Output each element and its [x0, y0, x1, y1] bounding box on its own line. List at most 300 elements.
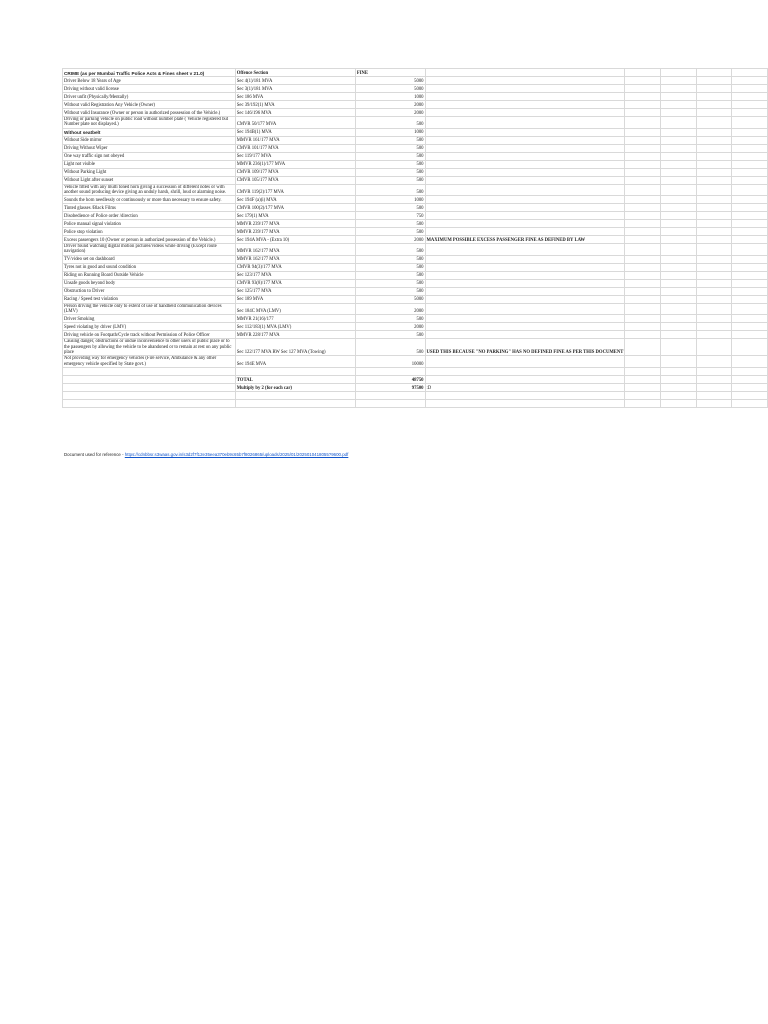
fine-cell: 500 [355, 204, 425, 212]
table-row [63, 255, 768, 263]
empty-cell [625, 244, 661, 256]
note-cell [425, 255, 625, 263]
empty-cell [732, 375, 768, 383]
note-cell [425, 109, 625, 117]
empty-cell [696, 399, 732, 407]
empty-cell [732, 339, 768, 356]
header-section: Offence Section [235, 69, 355, 77]
empty-cell [696, 375, 732, 383]
table-row [63, 315, 768, 323]
crime-cell: Unsafe goods beyond body [63, 279, 236, 287]
crime-cell: Obstruction to Driver [63, 287, 236, 295]
empty-cell [696, 128, 732, 136]
crime-cell: Driver found watching digital motion pictures/videos while driving (Except route navigation) [63, 244, 236, 256]
note-cell [425, 331, 625, 339]
crime-cell: Police manual signal violation [63, 220, 236, 228]
fine-cell: 500 [355, 220, 425, 228]
empty-cell [696, 228, 732, 236]
spacer-row [63, 399, 768, 407]
empty-cell [732, 128, 768, 136]
empty-cell [661, 160, 697, 168]
empty-cell [63, 383, 236, 391]
crime-cell: Driver unfit (Physically/Mentally) [63, 93, 236, 101]
empty-cell [625, 287, 661, 295]
crime-cell: Racing / Speed test violation [63, 295, 236, 303]
crime-cell: Without Parking Light [63, 168, 236, 176]
section-cell: CMVR 93(8)/177 MVA [235, 279, 355, 287]
note-cell [425, 315, 625, 323]
empty-cell [732, 263, 768, 271]
empty-cell [625, 367, 661, 375]
empty-cell [661, 101, 697, 109]
crime-cell: Not providing way for emergency vehicles (Fire service, Ambulance & any other emergency vehicle specified by State govt.) [63, 356, 236, 368]
table-row [63, 117, 768, 129]
note-cell [425, 212, 625, 220]
empty-cell [425, 367, 625, 375]
fine-cell: 500 [355, 287, 425, 295]
crime-cell: Causing danger, obstructions or undue inconvenience to other users of public place or to the passengers by allowing the vehicle to be abandoned or to remain at rest on any public place [63, 339, 236, 356]
table-row [63, 128, 768, 136]
empty-cell [63, 399, 236, 407]
fine-cell: 500 [355, 144, 425, 152]
crime-cell: Without valid Registration Any Vehicle (Owner) [63, 101, 236, 109]
crime-cell: Without Side mirror [63, 136, 236, 144]
section-cell: Sec 3(1)/181 MVA [235, 85, 355, 93]
empty-cell [696, 279, 732, 287]
empty-cell [63, 391, 236, 399]
section-cell: MMVR 162/177 MVA [235, 255, 355, 263]
empty-cell [732, 144, 768, 152]
empty-cell [696, 271, 732, 279]
table-row [63, 295, 768, 303]
section-cell: Sec 194A MVA - (Extra 10) [235, 236, 355, 244]
crime-cell: Disobedience of Police order /direction [63, 212, 236, 220]
fine-cell: 500 [355, 168, 425, 176]
fine-cell: 10000 [355, 356, 425, 368]
section-cell: CMVR 100(2)/177 MVA [235, 204, 355, 212]
note-cell [425, 279, 625, 287]
crime-cell: Excess passengers 10 (Owner or person in authorized possession of the Vehicle.) [63, 236, 236, 244]
crime-cell: Driving Without Wiper [63, 144, 236, 152]
empty-cell [661, 287, 697, 295]
empty-cell [696, 331, 732, 339]
empty-cell [732, 367, 768, 375]
fines-spreadsheet [62, 68, 768, 408]
table-row [63, 109, 768, 117]
table-row [63, 196, 768, 204]
note-cell [425, 144, 625, 152]
empty-cell [696, 339, 732, 356]
empty-cell [625, 69, 661, 77]
empty-cell [696, 303, 732, 315]
crime-cell: Tinted glasses /Black Films [63, 204, 236, 212]
fine-cell: 500 [355, 279, 425, 287]
crime-cell: Vehicle fitted with any multi toned horn giving a succession of different notes or with another sound producing device giving an unduly harsh, shrill, loud or alarming noise. [63, 184, 236, 196]
table-row [63, 77, 768, 85]
note-cell [425, 244, 625, 256]
empty-cell [625, 93, 661, 101]
empty-cell [696, 160, 732, 168]
table-row [63, 168, 768, 176]
empty-cell [63, 375, 236, 383]
empty-cell [732, 279, 768, 287]
empty-cell [696, 85, 732, 93]
empty-cell [732, 255, 768, 263]
empty-cell [732, 204, 768, 212]
table-row [63, 279, 768, 287]
empty-cell [661, 339, 697, 356]
section-cell: CMVR 94(3)/177 MVA [235, 263, 355, 271]
section-cell: Sec 39/192(1) MVA [235, 101, 355, 109]
note-cell [425, 271, 625, 279]
header-fine: FINE [355, 69, 425, 77]
empty-cell [661, 168, 697, 176]
empty-cell [732, 287, 768, 295]
empty-cell [661, 244, 697, 256]
fine-cell: 1000 [355, 196, 425, 204]
note-cell: USED THIS BECAUSE "NO PARKING" HAS NO DEFINED FINE AS PER THIS DOCUMENT [425, 339, 625, 356]
fine-cell: 5000 [355, 295, 425, 303]
crime-cell: Without seatbelt [63, 128, 236, 136]
table-row [63, 212, 768, 220]
empty-cell [235, 391, 355, 399]
empty-cell [661, 279, 697, 287]
empty-cell [661, 117, 697, 129]
section-cell: MMVR 228/177 MVA [235, 331, 355, 339]
table-row [63, 204, 768, 212]
reference-label: Document used for reference - [64, 452, 125, 457]
section-cell: CMVR 119(2)/177 MVA [235, 184, 355, 196]
note-cell [425, 101, 625, 109]
section-cell: Sec 125/177 MVA [235, 287, 355, 295]
section-cell: Sec 4(1)/181 MVA [235, 77, 355, 85]
empty-cell [661, 383, 697, 391]
table-row [63, 160, 768, 168]
empty-cell [732, 85, 768, 93]
note-cell [425, 77, 625, 85]
fine-cell: 5000 [355, 77, 425, 85]
spacer-row [63, 367, 768, 375]
empty-cell [696, 144, 732, 152]
empty-cell [625, 176, 661, 184]
empty-cell [425, 399, 625, 407]
note-cell [425, 128, 625, 136]
section-cell: MMVR 239/177 MVA [235, 228, 355, 236]
section-cell: MMVR 162/177 MVA [235, 244, 355, 256]
empty-cell [625, 77, 661, 85]
empty-cell [625, 356, 661, 368]
total-row [63, 383, 768, 391]
empty-cell [661, 176, 697, 184]
empty-cell [696, 168, 732, 176]
empty-cell [732, 160, 768, 168]
fine-cell: 2000 [355, 109, 425, 117]
section-cell: Sec 179(1) MVA [235, 212, 355, 220]
section-cell: CMVR 105/177 MVA [235, 176, 355, 184]
fine-cell: 500 [355, 331, 425, 339]
spacer-row [63, 391, 768, 399]
empty-cell [732, 101, 768, 109]
empty-cell [625, 236, 661, 244]
crime-cell: Driver Smoking [63, 315, 236, 323]
fine-cell: 2000 [355, 236, 425, 244]
empty-cell [732, 331, 768, 339]
empty-cell [696, 69, 732, 77]
section-cell: Sec 194F (a)(i) MVA [235, 196, 355, 204]
empty-cell [696, 244, 732, 256]
empty-cell [732, 152, 768, 160]
fine-cell: 500 [355, 263, 425, 271]
note-cell [425, 160, 625, 168]
fine-cell: 500 [355, 339, 425, 356]
empty-cell [661, 144, 697, 152]
empty-cell [732, 176, 768, 184]
empty-cell [625, 255, 661, 263]
note-cell [425, 176, 625, 184]
table-row [63, 85, 768, 93]
note-cell [425, 228, 625, 236]
header-crime: CRIME (as per Mumbai Traffic Police Acts & Fines sheet v 21.0) [63, 69, 236, 77]
empty-cell [732, 93, 768, 101]
section-cell: MMVR 161/177 MVA [235, 136, 355, 144]
section-cell: CMVR 50/177 MVA [235, 117, 355, 129]
empty-cell [732, 184, 768, 196]
table-row [63, 271, 768, 279]
table-row [63, 244, 768, 256]
empty-cell [625, 204, 661, 212]
empty-cell [696, 287, 732, 295]
empty-cell [355, 399, 425, 407]
empty-cell [696, 255, 732, 263]
note-cell [425, 85, 625, 93]
empty-cell [625, 399, 661, 407]
empty-cell [732, 391, 768, 399]
table-row [63, 144, 768, 152]
note-cell [425, 263, 625, 271]
empty-cell [63, 367, 236, 375]
crime-cell: Driving vehicle on Footpath/Cycle track without Permission of Police Officer [63, 331, 236, 339]
crime-cell: Without valid Insurance (Owner or person in authorized possession of the Vehicle.) [63, 109, 236, 117]
empty-cell [625, 212, 661, 220]
empty-cell [625, 152, 661, 160]
table-row [63, 93, 768, 101]
empty-cell [425, 391, 625, 399]
empty-cell [661, 255, 697, 263]
fine-cell: 500 [355, 160, 425, 168]
header-row [63, 69, 768, 77]
table-row [63, 220, 768, 228]
empty-cell [732, 136, 768, 144]
empty-cell [661, 184, 697, 196]
table-row [63, 263, 768, 271]
empty-cell [235, 399, 355, 407]
section-cell: MMVR 236(1)/177 MVA [235, 160, 355, 168]
table-row [63, 323, 768, 331]
empty-cell [625, 331, 661, 339]
table-row [63, 228, 768, 236]
empty-cell [235, 367, 355, 375]
table-row [63, 152, 768, 160]
section-cell: Sec 189 MVA [235, 295, 355, 303]
section-cell: Sec 146/196 MVA [235, 109, 355, 117]
fine-cell: 500 [355, 244, 425, 256]
empty-cell [425, 69, 625, 77]
empty-cell [625, 271, 661, 279]
total-value: 97500 [355, 383, 425, 391]
empty-cell [661, 128, 697, 136]
table-row [63, 236, 768, 244]
table-row [63, 339, 768, 356]
fine-cell: 1000 [355, 93, 425, 101]
empty-cell [732, 117, 768, 129]
section-cell: Sec 122/177 MVA RW Sec 127 MVA (Towing) [235, 339, 355, 356]
empty-cell [732, 69, 768, 77]
empty-cell [661, 85, 697, 93]
empty-cell [355, 391, 425, 399]
crime-cell: Tyres not in good and sound condition [63, 263, 236, 271]
empty-cell [732, 271, 768, 279]
empty-cell [661, 263, 697, 271]
empty-cell [625, 295, 661, 303]
empty-cell [696, 77, 732, 85]
fine-cell: 2000 [355, 323, 425, 331]
note-cell [425, 287, 625, 295]
empty-cell [696, 109, 732, 117]
empty-cell [661, 228, 697, 236]
note-cell [425, 152, 625, 160]
empty-cell [625, 339, 661, 356]
crime-cell: Police stop violation [63, 228, 236, 236]
empty-cell [661, 212, 697, 220]
crime-cell: Driving or parking vehicle on public road without number plate ( Vehicle registered but Number plate not displayed.) [63, 117, 236, 129]
note-cell [425, 220, 625, 228]
empty-cell [696, 176, 732, 184]
empty-cell [661, 391, 697, 399]
empty-cell [625, 279, 661, 287]
fine-cell: 5000 [355, 85, 425, 93]
fine-cell: 500 [355, 255, 425, 263]
empty-cell [661, 367, 697, 375]
empty-cell [661, 204, 697, 212]
table-row [63, 287, 768, 295]
fine-cell: 500 [355, 228, 425, 236]
crime-cell: Driver Below 18 Years of Age [63, 77, 236, 85]
empty-cell [732, 244, 768, 256]
table-row [63, 176, 768, 184]
empty-cell [625, 196, 661, 204]
fine-cell: 2000 [355, 101, 425, 109]
table-row [63, 356, 768, 368]
empty-cell [696, 391, 732, 399]
crime-cell: Driving without valid license [63, 85, 236, 93]
section-cell: Sec 194B(1) MVA [235, 128, 355, 136]
empty-cell [696, 204, 732, 212]
section-cell: Sec 194E MVA [235, 356, 355, 368]
fine-cell: 500 [355, 271, 425, 279]
empty-cell [625, 315, 661, 323]
crime-cell: Speed violating by driver (LMV) [63, 323, 236, 331]
section-cell: CMVR 109/177 MVA [235, 168, 355, 176]
empty-cell [732, 383, 768, 391]
empty-cell [661, 295, 697, 303]
empty-cell [696, 152, 732, 160]
empty-cell [661, 69, 697, 77]
fine-cell: 500 [355, 117, 425, 129]
total-value: 48750 [355, 375, 425, 383]
table-row [63, 101, 768, 109]
total-label: Multiply by 2 (for each car) [235, 383, 355, 391]
empty-cell [355, 367, 425, 375]
empty-cell [732, 295, 768, 303]
empty-cell [732, 236, 768, 244]
crime-cell: Sounds the horn needlessly or continuously or more than necessary to ensure safety. [63, 196, 236, 204]
empty-cell [696, 196, 732, 204]
empty-cell [625, 144, 661, 152]
empty-cell [732, 323, 768, 331]
note-cell [425, 204, 625, 212]
section-cell: Sec 123/177 MVA [235, 271, 355, 279]
empty-cell [661, 152, 697, 160]
empty-cell [625, 323, 661, 331]
empty-cell [696, 101, 732, 109]
empty-cell [625, 303, 661, 315]
note-cell [425, 93, 625, 101]
empty-cell [625, 101, 661, 109]
empty-cell [625, 85, 661, 93]
empty-cell [625, 228, 661, 236]
crime-cell: One way traffic sign not obeyed [63, 152, 236, 160]
fine-cell: 500 [355, 184, 425, 196]
table-row [63, 136, 768, 144]
empty-cell [625, 220, 661, 228]
empty-cell [625, 383, 661, 391]
fine-cell: 500 [355, 136, 425, 144]
empty-cell [696, 184, 732, 196]
empty-cell [696, 93, 732, 101]
fine-cell: 2000 [355, 303, 425, 315]
empty-cell [732, 220, 768, 228]
fine-cell: 1000 [355, 128, 425, 136]
crime-cell: Riding on Running Board Outside Vehicle [63, 271, 236, 279]
empty-cell [696, 383, 732, 391]
reference-link[interactable]: https://cdnbbsr.s3waas.gov.in/s3d2f7f12e35eea370eb9c65b7f8026865/uploads/2025/01/2025010418055?9600.pdf [124, 452, 349, 457]
empty-cell [661, 323, 697, 331]
empty-cell [661, 109, 697, 117]
crime-cell: Person driving the vehicle only to extent of use of handheld communication devices (LMV) [63, 303, 236, 315]
note-cell [425, 117, 625, 129]
empty-cell [661, 303, 697, 315]
note-cell [425, 303, 625, 315]
empty-cell [625, 184, 661, 196]
note-cell [425, 168, 625, 176]
empty-cell [696, 295, 732, 303]
section-cell: CMVR 101/177 MVA [235, 144, 355, 152]
empty-cell [661, 331, 697, 339]
section-cell: MMVR 21(16)/177 [235, 315, 355, 323]
empty-cell [696, 367, 732, 375]
fine-cell: 500 [355, 152, 425, 160]
table-row [63, 303, 768, 315]
empty-cell [732, 109, 768, 117]
empty-cell [661, 196, 697, 204]
empty-cell [732, 399, 768, 407]
note-cell [425, 196, 625, 204]
empty-cell [625, 136, 661, 144]
note-cell [425, 295, 625, 303]
empty-cell [696, 220, 732, 228]
reference-footer [64, 452, 348, 457]
empty-cell [625, 117, 661, 129]
